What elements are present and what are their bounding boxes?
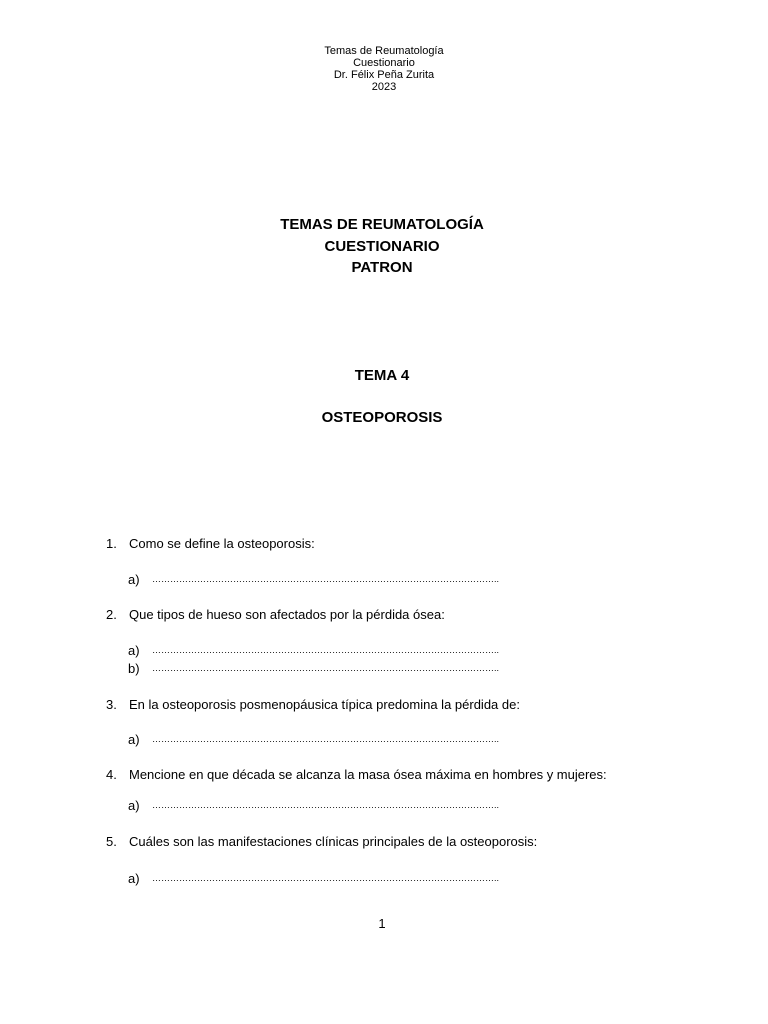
question-number: 2. (106, 607, 117, 622)
subtitle-patron: PATRON (351, 259, 413, 276)
title-block (0, 214, 764, 279)
answer-dotted-line: …………………………………………………………………………………………………….. (152, 734, 500, 744)
tema-heading: TEMA 4 (354, 367, 410, 384)
answer-dotted-line: …………………………………………………………………………………………………….. (152, 800, 500, 810)
answer-dotted-line: …………………………………………………………………………………………………….. (152, 574, 500, 584)
answer-dotted-line: …………………………………………………………………………………………………….. (152, 663, 500, 673)
main-title: TEMAS DE REUMATOLOGÍA (280, 216, 484, 233)
page-number: 1 (378, 916, 386, 931)
header-document-type: Cuestionario (353, 57, 415, 69)
answer-letter: a) (128, 572, 140, 587)
header-year: 2023 (371, 81, 397, 93)
answer-letter: a) (128, 643, 140, 658)
question-text: Mencione en que década se alcanza la masa ósea máxima en hombres y mujeres: (129, 767, 607, 782)
question-number: 4. (106, 767, 117, 782)
answer-dotted-line: …………………………………………………………………………………………………….. (152, 645, 500, 655)
subtitle-cuestionario: CUESTIONARIO (324, 237, 440, 255)
answer-dotted-line: …………………………………………………………………………………………………….. (152, 873, 500, 883)
question-text: En la osteoporosis posmenopáusica típica predomina la pérdida de: (129, 697, 520, 712)
document-header (0, 45, 768, 93)
answer-letter: a) (128, 798, 140, 813)
header-course-title: Temas de Reumatología (324, 45, 444, 57)
question-number: 5. (106, 834, 117, 849)
answer-letter: a) (128, 871, 140, 886)
question-text: Que tipos de hueso son afectados por la pérdida ósea: (129, 607, 445, 622)
answer-letter: b) (128, 661, 140, 676)
question-number: 3. (106, 697, 117, 712)
header-author: Dr. Félix Peña Zurita (333, 69, 435, 81)
question-text: Cuáles son las manifestaciones clínicas principales de la osteoporosis: (129, 834, 538, 849)
answer-letter: a) (128, 732, 140, 747)
topic-heading: OSTEOPOROSIS (321, 409, 443, 426)
question-number: 1. (106, 536, 117, 551)
question-text: Como se define la osteoporosis: (129, 536, 315, 551)
